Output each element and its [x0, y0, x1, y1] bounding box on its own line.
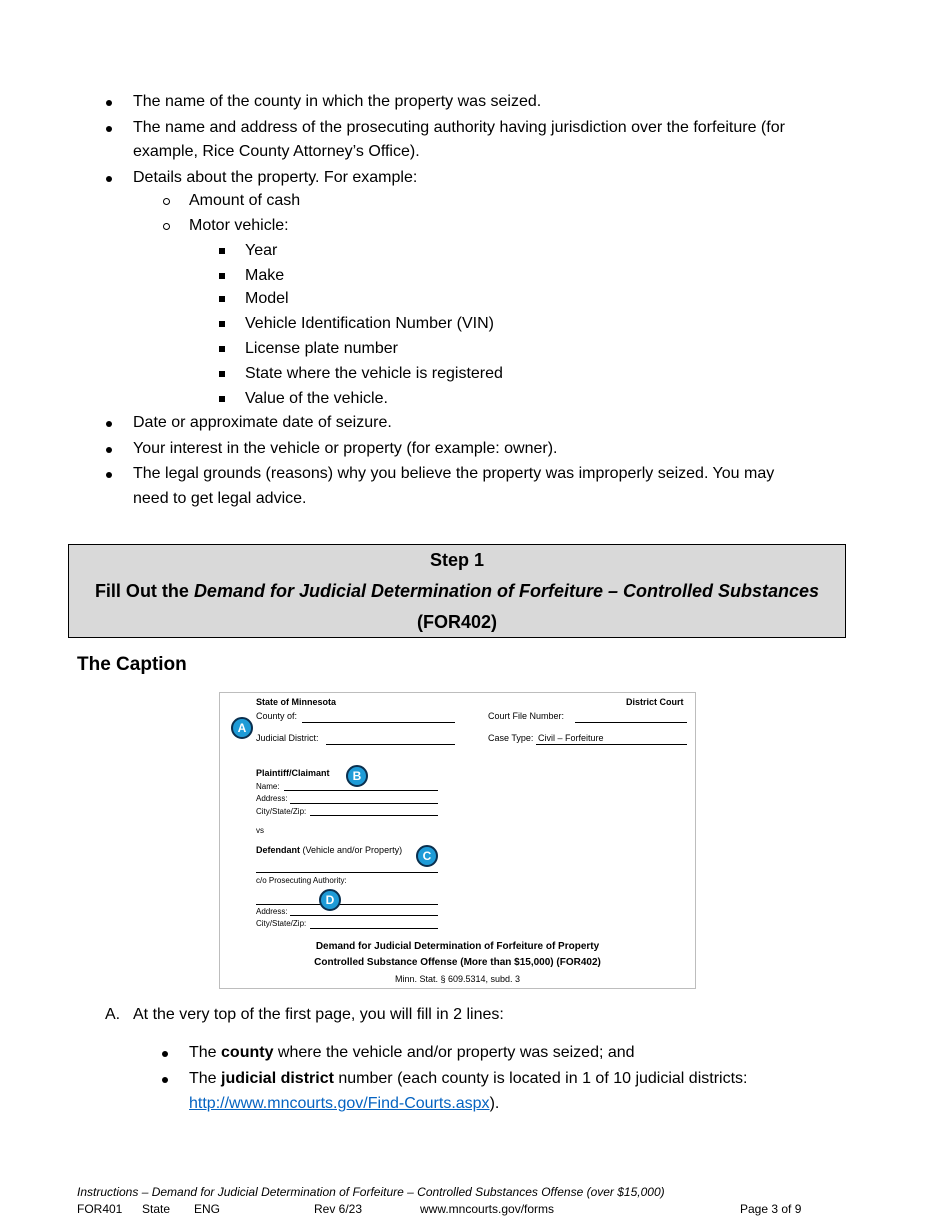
section-a-label: A. — [105, 1006, 121, 1023]
step-title-prefix: Fill Out the — [94, 581, 194, 601]
square-bullet — [219, 248, 225, 254]
form-prosecuting-label: c/o Prosecuting Authority: — [256, 876, 347, 885]
bullet-dot — [106, 176, 112, 182]
vehicle-item: Year — [245, 242, 278, 259]
form-case-type-value: Civil – Forfeiture — [538, 733, 604, 743]
vehicle-item: Make — [245, 267, 285, 284]
form-csz-label-2: City/State/Zip: — [256, 919, 307, 928]
form-vs: vs — [256, 826, 264, 835]
name-line — [284, 790, 438, 791]
sub-item-motor-vehicle: Motor vehicle: — [189, 217, 289, 234]
bullet-interest: Your interest in the vehicle or property (for example: owner). — [133, 440, 558, 457]
item2-pre: The — [189, 1070, 222, 1087]
square-bullet — [219, 346, 225, 352]
marker-c-icon: C — [416, 845, 438, 867]
bullet-dot — [106, 472, 112, 478]
bullet-county: The name of the county in which the property was seized. — [133, 93, 542, 110]
form-title-line1: Demand for Judicial Determination of Forfeiture of Property — [315, 941, 600, 952]
footer-state: State — [142, 1202, 171, 1216]
step-box — [68, 544, 846, 638]
square-bullet — [219, 396, 225, 402]
footer-rev: Rev 6/23 — [314, 1202, 363, 1216]
county-field-line — [302, 722, 455, 723]
form-address-label: Address: — [256, 794, 288, 803]
file-field-line — [575, 722, 687, 723]
form-county-label: County of: — [256, 711, 298, 721]
form-judicial-label: Judicial District: — [256, 733, 319, 743]
square-bullet — [219, 321, 225, 327]
defendant-rest: (Vehicle and/or Property) — [300, 845, 403, 855]
form-name-label: Name: — [256, 782, 280, 791]
link-after: ). — [489, 1095, 500, 1112]
address-line — [290, 803, 438, 804]
bullet-date: Date or approximate date of seizure. — [133, 414, 392, 431]
step-form-code: (FOR402) — [416, 612, 497, 632]
defendant-line — [256, 872, 438, 873]
judicial-field-line — [326, 744, 455, 745]
bullet-grounds-line2: need to get legal advice. — [133, 490, 307, 507]
section-a-text: At the very top of the first page, you will fill in 2 lines: — [133, 1006, 504, 1023]
case-type-line — [536, 744, 687, 745]
prosecuting-line — [256, 904, 438, 905]
bullet-dot — [162, 1077, 168, 1083]
bullet-dot — [106, 100, 112, 106]
bullet-grounds-line1: The legal grounds (reasons) why you believe the property was improperly seized. You may — [133, 465, 775, 482]
marker-b-icon: B — [346, 765, 368, 787]
square-bullet — [219, 273, 225, 279]
footer-site: www.mncourts.gov/forms — [420, 1202, 555, 1216]
caption-heading: The Caption — [77, 654, 187, 675]
square-bullet — [219, 371, 225, 377]
sub-bullet-circle — [163, 198, 170, 205]
form-address-label-2: Address: — [256, 907, 288, 916]
bullet-dot — [106, 421, 112, 427]
caption-form-image — [219, 692, 696, 989]
sub-bullet-circle — [163, 223, 170, 230]
form-defendant — [256, 845, 402, 855]
section-a-item-county — [189, 1044, 635, 1062]
bullet-details: Details about the property. For example: — [133, 169, 418, 186]
item1-bold: county — [221, 1044, 274, 1061]
section-a-link-line — [189, 1095, 499, 1113]
defendant-bold: Defendant — [256, 845, 301, 855]
form-state: State of Minnesota — [256, 697, 337, 707]
item2-post: number (each county is located in 1 of 10 judicial districts: — [333, 1070, 748, 1087]
footer-lang: ENG — [194, 1202, 221, 1216]
footer-title: Instructions – Demand for Judicial Determination of Forfeiture – Controlled Substances Offense (over $15,000) — [77, 1185, 665, 1199]
form-plaintiff: Plaintiff/Claimant — [256, 768, 330, 778]
form-case-type-label: Case Type: — [488, 733, 534, 743]
vehicle-item: State where the vehicle is registered — [245, 365, 503, 382]
bullet-prosecuting-line2: example, Rice County Attorney’s Office). — [133, 143, 420, 160]
csz-line-2 — [310, 928, 438, 929]
form-statute: Minn. Stat. § 609.5314, subd. 3 — [394, 974, 521, 984]
vehicle-item: Value of the vehicle. — [245, 390, 388, 407]
step-number: Step 1 — [429, 550, 485, 570]
sub-item-cash: Amount of cash — [189, 192, 301, 209]
csz-line — [310, 815, 438, 816]
bullet-dot — [162, 1051, 168, 1057]
square-bullet — [219, 296, 225, 302]
bullet-dot — [106, 447, 112, 453]
item1-pre: The — [189, 1044, 222, 1061]
address-line-2 — [290, 915, 438, 916]
find-courts-link[interactable]: http://www.mncourts.gov/Find-Courts.aspx — [189, 1095, 490, 1112]
item1-post: where the vehicle and/or property was seized; and — [273, 1044, 635, 1061]
item2-bold: judicial district — [221, 1070, 334, 1087]
footer-page: Page 3 of 9 — [740, 1202, 802, 1216]
bullet-dot — [106, 126, 112, 132]
step-title-form-name: Demand for Judicial Determination of Forfeiture – Controlled Substances — [193, 581, 820, 601]
step-title — [69, 576, 845, 607]
vehicle-item: Vehicle Identification Number (VIN) — [245, 315, 494, 332]
marker-a-icon: A — [231, 717, 253, 739]
form-title-line2: Controlled Substance Offense (More than $15,000) (FOR402) — [314, 957, 601, 968]
marker-d-icon: D — [319, 889, 341, 911]
form-csz-label: City/State/Zip: — [256, 807, 307, 816]
vehicle-item: License plate number — [245, 340, 398, 357]
footer-form-code: FOR401 — [77, 1202, 123, 1216]
form-file-label: Court File Number: — [488, 711, 565, 721]
bullet-prosecuting-line1: The name and address of the prosecuting authority having jurisdiction over the forfeiture (for — [133, 119, 785, 136]
section-a-item-district — [189, 1070, 747, 1088]
form-court: District Court — [626, 697, 684, 707]
vehicle-item: Model — [245, 290, 289, 307]
